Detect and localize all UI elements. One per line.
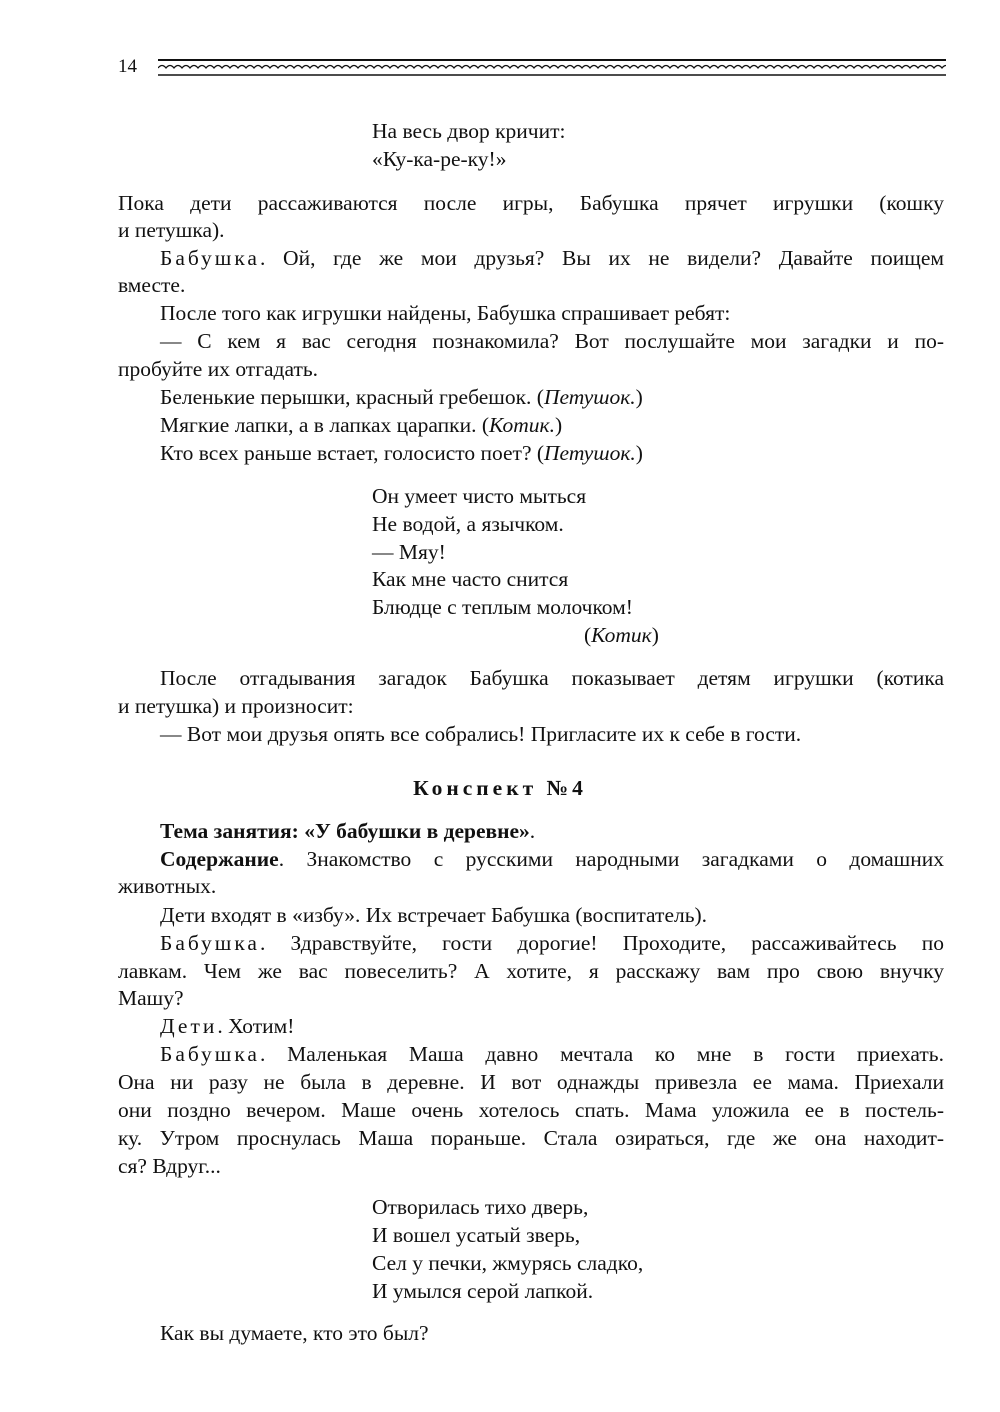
paragraph-line: После того как игрушки найдены, Бабушка спрашивает ребят: bbox=[160, 301, 731, 325]
riddle-line: Беленькие перышки, красный гребешок. (Петушок.) bbox=[160, 385, 643, 409]
lesson-content: Содержание. Знакомство с русскими народными загадками о домашних bbox=[160, 847, 944, 871]
paragraph-line: Пока дети рассаживаются после игры, Бабушка прячет игрушки (кошку bbox=[118, 191, 944, 215]
speaker-name: Дети bbox=[160, 1014, 218, 1038]
verse-line: Он умеет чисто мыться bbox=[372, 484, 587, 508]
header-ornament-rule bbox=[158, 57, 946, 79]
paragraph-line: ку. Утром проснулась Маша пораньше. Стала озираться, где же она находит- bbox=[118, 1126, 944, 1150]
verse-line: Сел у печки, жмурясь сладко, bbox=[372, 1251, 644, 1275]
paragraph-line: ся? Вдруг... bbox=[118, 1154, 221, 1178]
verse-line: На весь двор кричит: bbox=[372, 119, 566, 143]
riddle-line: Мягкие лапки, а в лапках царапки. (Котик.) bbox=[160, 413, 563, 437]
paragraph-line: После отгадывания загадок Бабушка показывает детям игрушки (котика bbox=[160, 666, 944, 690]
paragraph-line: — Вот мои друзья опять все собрались! Пригласите их к себе в гости. bbox=[160, 722, 802, 746]
paragraph-line: лавкам. Чем же вас повеселить? А хотите, я расскажу вам про свою внучку bbox=[118, 959, 944, 983]
section-heading: Конспект №4 bbox=[413, 776, 587, 800]
paragraph-line: Бабушка. Ой, где же мои друзья? Вы их не видели? Давайте поищем bbox=[160, 246, 944, 270]
verse-line: И вошел усатый зверь, bbox=[372, 1223, 581, 1247]
verse-line: — Мяу! bbox=[372, 540, 446, 564]
paragraph-line: и петушка) и произносит: bbox=[118, 694, 354, 718]
riddle-line: Кто всех раньше встает, голосисто поет? (Петушок.) bbox=[160, 441, 643, 465]
page-number: 14 bbox=[118, 56, 137, 77]
verse-line: Отворилась тихо дверь, bbox=[372, 1195, 589, 1219]
verse-line: «Ку-ка-ре-ку!» bbox=[372, 147, 507, 171]
paragraph-line: Бабушка. Маленькая Маша давно мечтала ко мне в гости приехать. bbox=[160, 1042, 944, 1066]
riddle-answer: Петушок. bbox=[543, 385, 636, 409]
paragraph-line: они поздно вечером. Маше очень хотелось спать. Мама уложила ее в постель- bbox=[118, 1098, 944, 1122]
paragraph-line: животных. bbox=[118, 874, 217, 898]
speaker-name: Бабушка bbox=[160, 246, 260, 270]
paragraph-line: вместе. bbox=[118, 273, 186, 297]
verse-line: Блюдце с теплым молочком! bbox=[372, 595, 633, 619]
paragraph-line: Бабушка. Здравствуйте, гости дорогие! Проходите, рассаживайтесь по bbox=[160, 931, 944, 955]
paragraph-line: Дети. Хотим! bbox=[160, 1014, 295, 1038]
verse-line: Как мне часто снится bbox=[372, 567, 569, 591]
paragraph-line: Дети входят в «избу». Их встречает Бабушка (воспитатель). bbox=[160, 903, 708, 927]
paragraph-line: Она ни разу не была в деревне. И вот однажды привезла ее мама. Приехали bbox=[118, 1070, 944, 1094]
paragraph-line: и петушка). bbox=[118, 218, 225, 242]
verse-line: И умылся серой лапкой. bbox=[372, 1279, 594, 1303]
verse-line: Не водой, а язычком. bbox=[372, 512, 564, 536]
verse-answer: (Котик) bbox=[584, 623, 659, 647]
speaker-name: Бабушка bbox=[160, 1042, 260, 1066]
speaker-name: Бабушка bbox=[160, 931, 260, 955]
lesson-theme: Тема занятия: «У бабушки в деревне». bbox=[160, 819, 536, 843]
riddle-answer: Петушок. bbox=[544, 441, 636, 465]
paragraph-line: Машу? bbox=[118, 986, 184, 1010]
paragraph-line: — С кем я вас сегодня познакомила? Вот послушайте мои загадки и по- bbox=[160, 329, 944, 353]
paragraph-line: Как вы думаете, кто это был? bbox=[160, 1321, 429, 1345]
riddle-answer: Котик. bbox=[489, 413, 555, 437]
paragraph-line: пробуйте их отгадать. bbox=[118, 357, 319, 381]
